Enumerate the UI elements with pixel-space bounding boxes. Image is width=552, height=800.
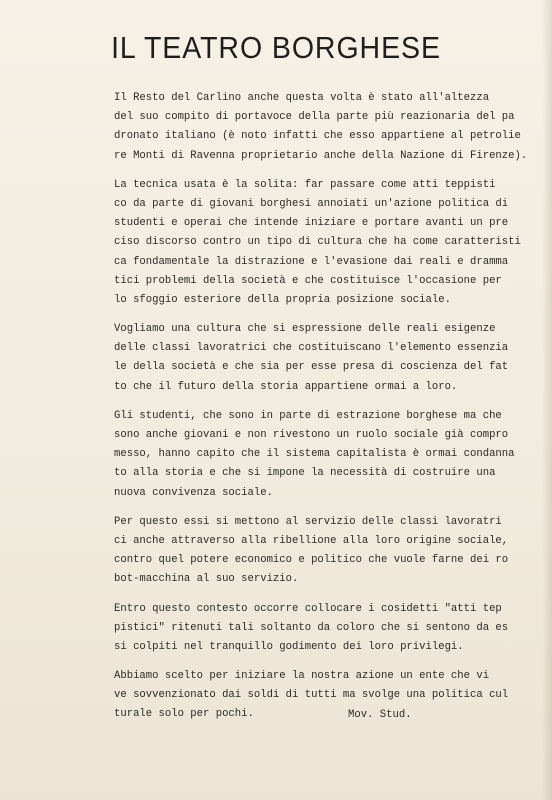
text-line: contro quel potere economico e politico che vuole farne dei ro xyxy=(114,554,509,567)
text-line: Il Resto del Carlino anche questa volta è stato all'altezza xyxy=(114,92,490,104)
text-line: ciso discorso contro un tipo di cultura che ha come caratteristi xyxy=(114,236,521,249)
paragraph-7 xyxy=(114,667,534,725)
text-line: Vogliamo una cultura che si espressione delle reali esigenze xyxy=(114,323,496,336)
text-line: ci anche attraverso alla ribellione alla loro origine sociale, xyxy=(114,534,509,547)
text-line: Abbiamo scelto per iniziare la nostra azione un ente che vi xyxy=(114,670,490,683)
text-line: Per questo essi si mettono al servizio delle classi lavoratri xyxy=(114,515,502,528)
text-line: Entro questo contesto occorre collocare i cosidetti "atti tep xyxy=(114,602,502,615)
text-line: to che il futuro della storia appartiene ormai a loro. xyxy=(114,380,458,393)
text-line: La tecnica usata è la solita: far passare come atti teppisti xyxy=(114,178,496,191)
paragraph-4 xyxy=(114,407,534,503)
text-line: delle classi lavoratrici che costituiscano l'elemento essenzia xyxy=(114,342,509,355)
text-line: messo, hanno capito che il sistema capitalista è ormai condanna xyxy=(114,448,515,461)
page-edge-shadow xyxy=(542,0,552,800)
text-line: re Monti di Ravenna proprietario anche della Nazione di Firenze). xyxy=(114,149,528,162)
text-line: lo sfoggio esteriore della propria posizione sociale. xyxy=(114,293,451,306)
text-line: ve sovvenzionato dai soldi di tutti ma svolge una politica cul xyxy=(114,689,509,702)
signature: Mov. Stud. xyxy=(348,709,412,721)
text-line: pistici" ritenuti tali soltanto da coloro che si sentono da es xyxy=(114,621,509,634)
text-line: studenti e operai che intende iniziare e portare avanti un pre xyxy=(114,217,509,230)
text-line: le della società e che sia per esse presa di coscienza del fat xyxy=(114,361,509,374)
text-line: bot-macchina al suo servizio. xyxy=(114,573,299,586)
text-line: sono anche giovani e non rivestono un ruolo sociale già compro xyxy=(114,429,509,441)
paragraph-1 xyxy=(114,89,534,166)
document-body xyxy=(114,89,534,735)
paragraph-2 xyxy=(114,176,534,310)
text-line: co da parte di giovani borghesi annoiati un'azione politica di xyxy=(114,197,509,210)
text-line: tici problemi della società e che costituisce l'occasione per xyxy=(114,274,502,287)
text-line: nuova convivenza sociale. xyxy=(114,486,273,499)
text-line: si colpiti nel tranquillo godimento dei loro privilegi. xyxy=(114,640,464,653)
text-line: Gli studenti, che sono in parte di estrazione borghese ma che xyxy=(114,409,502,422)
document-title: IL TEATRO BORGHESE xyxy=(111,30,441,65)
paragraph-6 xyxy=(114,600,534,658)
text-line: turale solo per pochi. xyxy=(114,708,254,721)
text-line: to alla storia e che si impone la necessità di costruire una xyxy=(114,467,496,480)
text-line: ca fondamentale la distrazione e l'evasione dai reali e dramma xyxy=(114,255,509,268)
paragraph-3 xyxy=(114,320,534,397)
paragraph-5 xyxy=(114,513,534,590)
text-line: dronato italiano (è noto infatti che esso appartiene al petrolie xyxy=(114,130,521,143)
text-line: del suo compito di portavoce della parte più reazionaria del pa xyxy=(114,111,515,124)
